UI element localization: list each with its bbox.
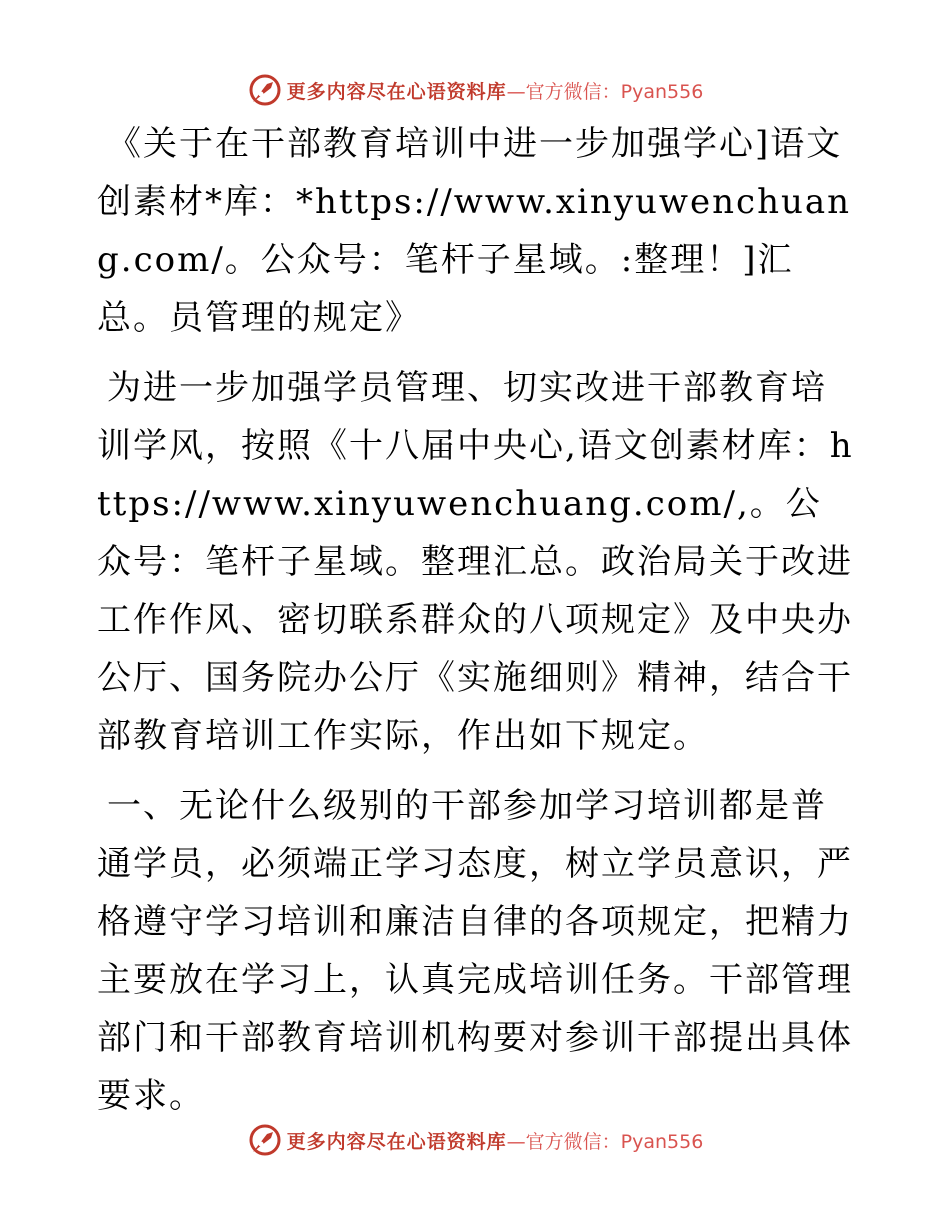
paragraph-rule-one: 一、无论什么级别的干部参加学习培训都是普通学员，必须端正学习态度，树立学员意识，严格遵守学习培训和廉洁自律的各项规定，把精力主要放在学习上，认真完成培训任务。干部管理部门和干部教育培训机构要对参训干部提出具体要求。 [97,786,853,1116]
banner-wechat-text: —官方微信：Pyan556 [506,80,704,103]
footer-banner [0,1120,950,1160]
document-body [97,115,857,1137]
banner-lead-text: 更多内容尽在心语资料库 [286,80,507,103]
header-banner [0,70,950,110]
pen-nib-logo-icon [247,72,283,108]
paragraph-intro: 为进一步加强学员管理、切实改进干部教育培训学风，按照《十八届中央心,语文创素材库：https://www.xinyuwenchuang.com/,。公众号：笔杆子星域。整理汇总。政治局关于改进工作作风、密切联系群众的八项规定》及中央办公厅、国务院办公厅《实施细则》精神，结合干部教育培训工作实际，作出如下规定。 [97,368,854,756]
banner-wechat-text: —官方微信：Pyan556 [506,1130,704,1153]
pen-nib-logo-icon [247,1122,283,1158]
banner-lead-text: 更多内容尽在心语资料库 [286,1130,507,1153]
document-title: 《关于在干部教育培训中进一步加强学心]语文创素材*库：*https://www.xinyuwenchuang.com/。公众号：笔杆子星域。:整理！]汇总。员管理的规定》 [97,124,852,338]
